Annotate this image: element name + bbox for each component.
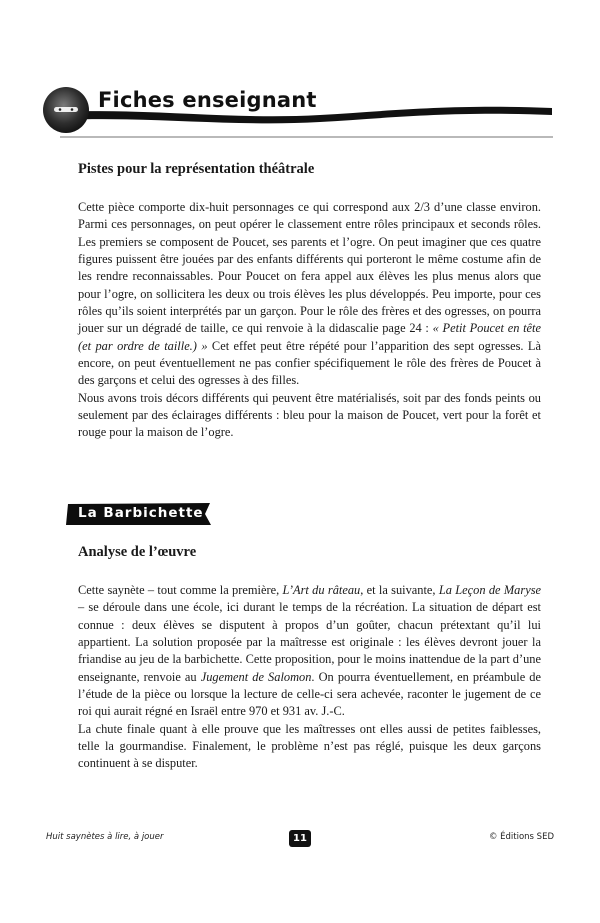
text-run: , et la suivante,	[360, 583, 439, 597]
footer-publisher: © Éditions SED	[488, 832, 554, 842]
section1-body	[78, 199, 541, 442]
page-title: Fiches enseignant	[98, 88, 317, 112]
text-run: Cette saynète – tout comme la première,	[78, 583, 283, 597]
italic-text-run: L’Art du râteau	[282, 583, 361, 597]
section2-paragraph-2: La chute finale quant à elle prouve que les maîtresses ont elles aussi de petites faiblesses, telle la gourmandise. Finalement, le problème n’est pas réglé, puisque les deux garçons continuent à se disputer.	[78, 721, 541, 771]
section1-paragraph-2: Nous avons trois décors différents qui peuvent être matérialisés, soit par des fonds peints ou seulement par des éclairages différents : bleu pour la maison de Poucet, vert pour la forêt et rouge pour la maison de l’ogre.	[78, 390, 541, 440]
italic-text-run: « Petit Poucet en tête (et par ordre de taille.) »	[78, 321, 541, 353]
section2-body	[78, 582, 541, 773]
footer-book-title: Huit saynètes à lire, à jouer	[46, 832, 164, 842]
text-run: . On pourra éventuellement, en préambule de l’étude de la pièce ou lorsque la lecture de celle-ci sera achevée, raconter le jugement de ce roi qui aurait régné en Israël entre 970 et 931 av. J.-C.	[78, 669, 541, 719]
banner-label: La Barbichette	[78, 505, 204, 521]
italic-text-run: Jugement de Salomon	[200, 669, 312, 684]
text-run: Cette pièce comporte dix-huit personnages ce qui correspond aux 2/3 d’une classe environ. Parmi ces personnages, on peut opérer le classement entre rôles principaux et seconds rôles. Les premiers se composent de Poucet, ses parents et l’ogre. On peut imaginer que ces quatre figures puissent être jouées par des enfants différents qui porteront le même costume afin de les rendre reconnaissables. Pour Poucet on fera appel aux élèves les plus menus alors que pour l’ogre, on sollicitera les deux ou trois élèves les plus développés. Peu importe, pour ces rôles qu’ils soient interprétés par un garçon. Pour le rôle des frères et des ogresses, on pourra jouer sur un dégradé de taille, ce qui renvoie à la didascalie page 24 :	[78, 200, 541, 336]
section1-paragraph-1	[78, 199, 541, 390]
italic-text-run: La Leçon de Maryse	[438, 583, 542, 597]
section2-paragraph-1	[78, 582, 541, 721]
text-run: – se déroule dans une école, ici durant le temps de la récréation. La situation de départ est connue : deux élèves se disputent à propos d’un goûter, chacun prétextant qu’il lui appartient. La solution proposée par la maîtresse est originale : les élèves devront jouer la friandise au jeu de la barbichette. Cette proposition, pour le moins inattendue de la part d’une enseignante, renvoie au	[78, 600, 541, 684]
header-decoration	[0, 0, 600, 150]
page-number: 11	[289, 830, 311, 847]
section-heading-representation: Pistes pour la représentation théâtrale	[78, 161, 315, 177]
section-banner	[64, 502, 214, 526]
page-header	[0, 0, 600, 150]
section-heading-analyse: Analyse de l’œuvre	[78, 544, 197, 560]
text-run: Cet effet peut être répété pour l’apparition des sept ogresses. Là encore, on peut éventuellement ne pas confier spécifiquement le rôle des frères de Poucet à des garçons et celui des ogresses à des filles.	[78, 338, 541, 388]
